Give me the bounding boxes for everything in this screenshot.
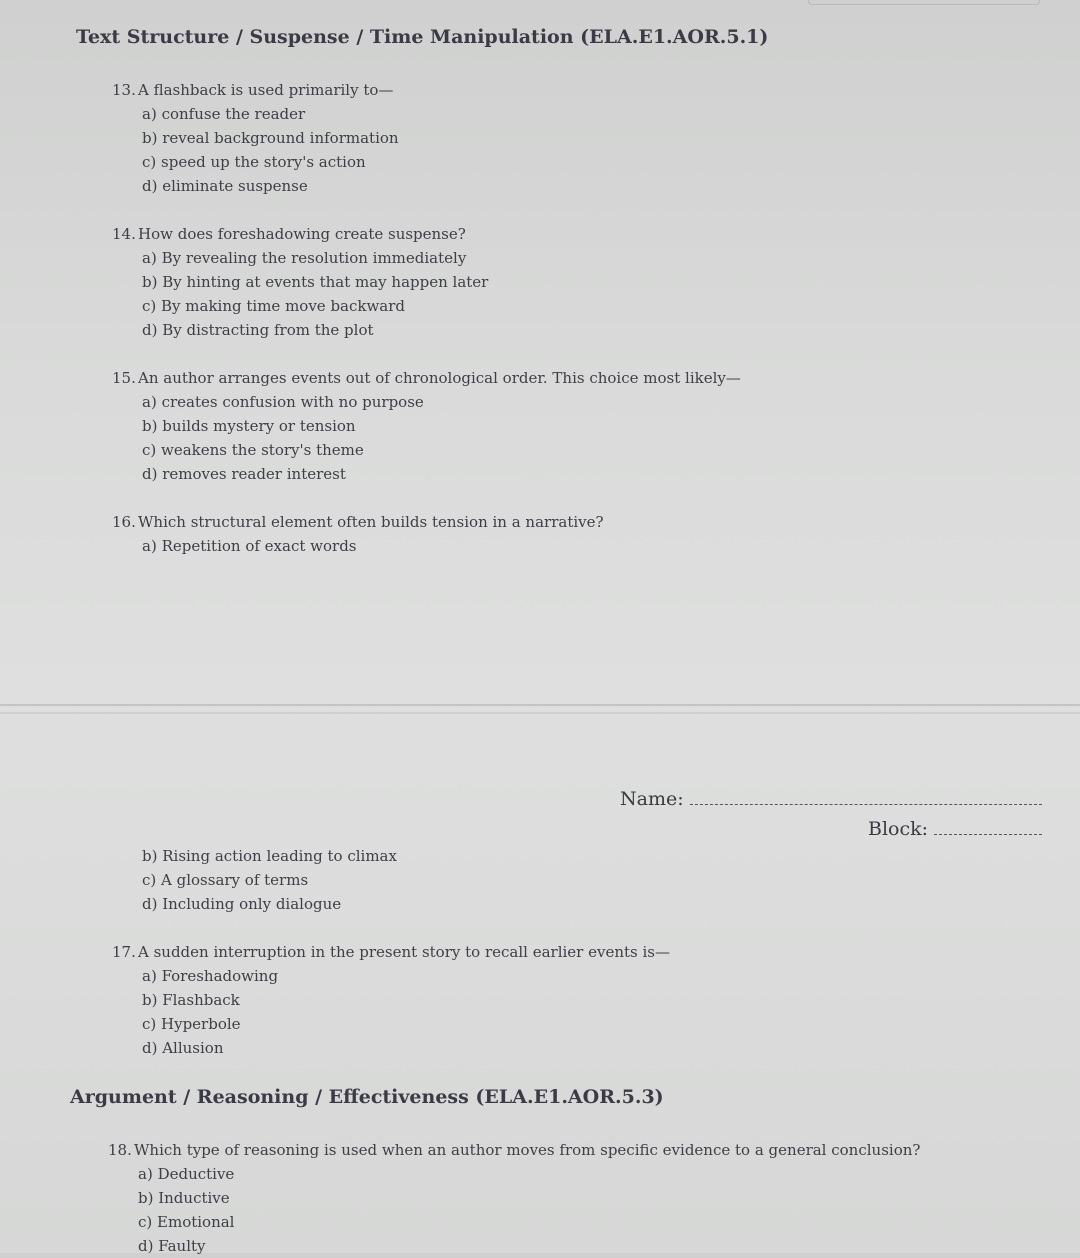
- question-number: 16.: [112, 513, 136, 531]
- question-stem: [112, 366, 741, 390]
- page-divider: [0, 704, 1080, 706]
- section-title-text-structure: Text Structure / Suspense / Time Manipulation (ELA.E1.AOR.5.1): [76, 26, 769, 48]
- question-number: 18.: [108, 1141, 132, 1159]
- answer-option: a) creates confusion with no purpose: [142, 393, 424, 411]
- answer-option: a) By revealing the resolution immediately: [142, 249, 467, 267]
- answer-option: d) eliminate suspense: [142, 177, 308, 195]
- answer-option: a) Deductive: [138, 1165, 235, 1183]
- block-label: Block:: [868, 818, 929, 840]
- answer-option: b) Inductive: [138, 1189, 230, 1207]
- answer-option: c) A glossary of terms: [142, 871, 309, 889]
- question-stem: [112, 940, 670, 964]
- question-text: How does foreshadowing create suspense?: [138, 225, 466, 243]
- question-text: A flashback is used primarily to—: [138, 81, 394, 99]
- answer-option: d) removes reader interest: [142, 465, 346, 483]
- question-stem: [112, 510, 604, 534]
- answer-option: b) reveal background information: [142, 129, 399, 147]
- question-text: A sudden interruption in the present story to recall earlier events is—: [138, 943, 670, 961]
- answer-option: b) builds mystery or tension: [142, 417, 356, 435]
- page-edge: [808, 0, 1040, 5]
- answer-option: a) Foreshadowing: [142, 967, 279, 985]
- page-divider: [0, 712, 1080, 714]
- section-title-argument: Argument / Reasoning / Effectiveness (ELA.E1.AOR.5.3): [70, 1086, 664, 1108]
- answer-option: a) confuse the reader: [142, 105, 306, 123]
- answer-option: d) Faulty: [138, 1237, 206, 1255]
- question-16: [112, 510, 604, 558]
- question-15: [112, 366, 741, 486]
- question-14: [112, 222, 488, 342]
- question-text: An author arranges events out of chronological order. This choice most likely—: [138, 369, 741, 387]
- question-13: [112, 78, 399, 198]
- question-stem: [112, 78, 399, 102]
- answer-option: d) By distracting from the plot: [142, 321, 374, 339]
- question-stem: [112, 222, 488, 246]
- name-field: [620, 788, 1042, 810]
- answer-option: b) By hinting at events that may happen later: [142, 273, 489, 291]
- name-label: Name:: [620, 788, 684, 810]
- question-text: Which type of reasoning is used when an author moves from specific evidence to a general conclusion?: [134, 1141, 921, 1159]
- block-field: [868, 818, 1042, 840]
- question-text: Which structural element often builds tension in a narrative?: [138, 513, 604, 531]
- answer-option: c) Emotional: [138, 1213, 235, 1231]
- answer-option: d) Including only dialogue: [142, 895, 342, 913]
- answer-option: c) speed up the story's action: [142, 153, 366, 171]
- question-number: 13.: [112, 81, 136, 99]
- question-stem: [108, 1138, 920, 1162]
- question-number: 14.: [112, 225, 136, 243]
- answer-option: b) Flashback: [142, 991, 240, 1009]
- answer-option: b) Rising action leading to climax: [142, 847, 397, 865]
- answer-option: c) By making time move backward: [142, 297, 406, 315]
- answer-option: a) Repetition of exact words: [142, 537, 357, 555]
- question-number: 17.: [112, 943, 136, 961]
- answer-option: d) Allusion: [142, 1039, 224, 1057]
- name-blank[interactable]: [690, 803, 1042, 805]
- block-blank[interactable]: [934, 833, 1042, 835]
- question-17: [112, 940, 670, 1060]
- question-18: [108, 1138, 920, 1258]
- question-16-continued: [112, 844, 397, 916]
- answer-option: c) Hyperbole: [142, 1015, 241, 1033]
- answer-option: c) weakens the story's theme: [142, 441, 364, 459]
- question-number: 15.: [112, 369, 136, 387]
